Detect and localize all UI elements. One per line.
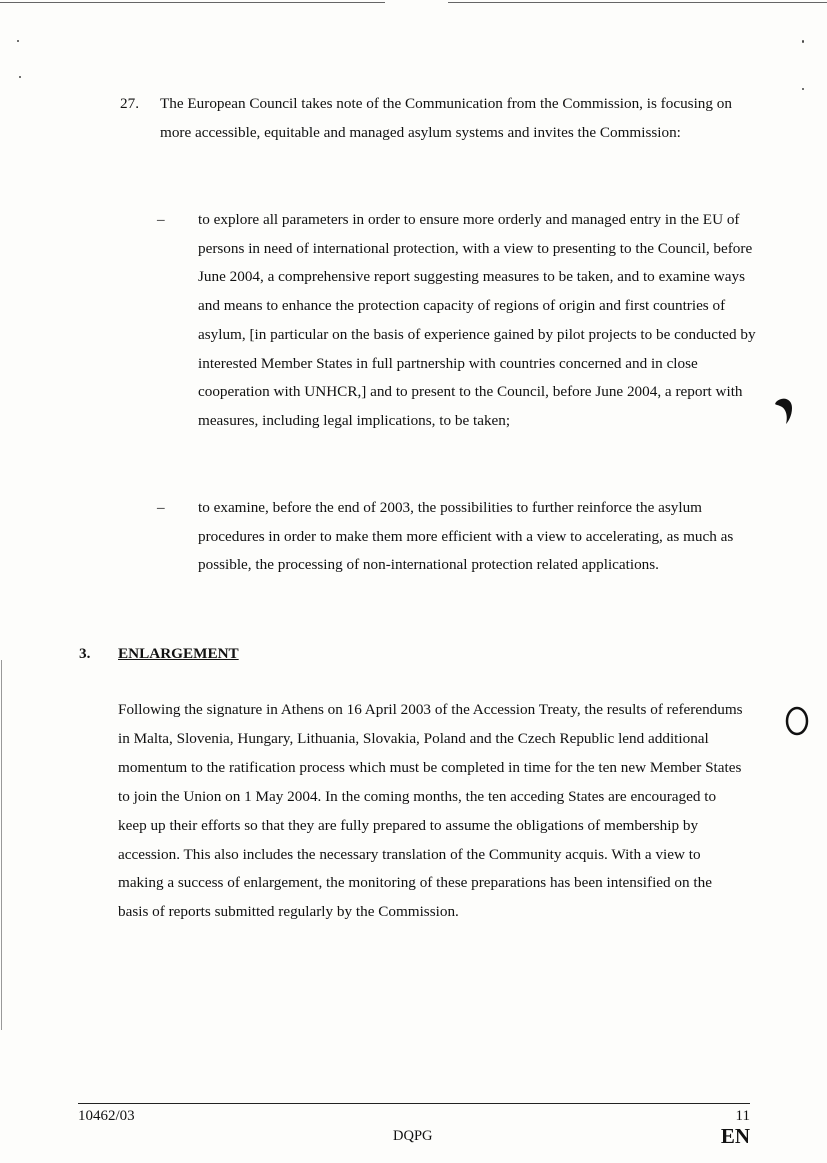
bullet-dash: – <box>157 499 165 516</box>
page-number: 11 <box>735 1108 750 1124</box>
scan-speck <box>802 40 804 43</box>
paragraph-text: The European Council takes note of the Communication from the Commission, is focusing on more accessible, equitable and managed asylum systems and invites the Commission: <box>160 95 732 141</box>
scan-speck <box>17 40 19 42</box>
bullet-text: to explore all parameters in order to ensure more orderly and managed entry in the EU of persons in need of international protection, with a view to presenting to the Council, before June 2004, a comprehensive report suggesting measures to be taken, and to examine ways and means to enhance the protection capacity of regions of origin and first countries of asylum, [in particular on the basis of experience gained by pilot projects to be conducted by interested Member States in full partnership with countries concerned and in close cooperation with UNHCR,] and to present to the Council, before June 2004, a report with measures, including legal implications, to be taken; <box>198 211 756 429</box>
scan-top-line-left <box>0 2 385 3</box>
section-number: 3. <box>79 645 91 662</box>
punch-hole-mark-icon <box>770 396 798 426</box>
department-code: DQPG <box>393 1128 433 1144</box>
document-number: 10462/03 <box>78 1108 135 1124</box>
footer-divider <box>78 1103 750 1104</box>
bullet-item <box>157 206 757 436</box>
bullet-item <box>157 494 757 580</box>
section-title: ENLARGEMENT <box>118 645 239 662</box>
scan-top-line-right <box>448 2 827 3</box>
paragraph-number: 27. <box>120 95 139 112</box>
punch-hole-ring-icon <box>784 704 812 738</box>
scan-speck <box>19 76 21 78</box>
bullet-text: to examine, before the end of 2003, the possibilities to further reinforce the asylum procedures in order to make them more efficient with a view to accelerating, as much as possible, the processing of non-international protection related applications. <box>198 499 734 574</box>
language-code: EN <box>720 1124 750 1148</box>
paragraph-27 <box>120 90 760 147</box>
enlargement-paragraph: Following the signature in Athens on 16 April 2003 of the Accession Treaty, the results of referendums in Malta, Slovenia, Hungary, Lithuania, Slovakia, Poland and the Czech Republic lend additional momentum to the ratification process which must be completed in time for the ten new Member States to join the Union on 1 May 2004. In the coming months, the ten acceding States are encouraged to keep up their efforts so that they are fully prepared to assume the obligations of membership by accession. This also includes the necessary translation of the Community acquis. With a view to making a success of enlargement, the monitoring of these preparations has been intensified on the basis of reports submitted regularly by the Commission. <box>118 701 743 921</box>
bullet-dash: – <box>157 211 165 228</box>
scan-left-edge <box>1 660 2 1030</box>
scan-speck <box>802 88 804 90</box>
